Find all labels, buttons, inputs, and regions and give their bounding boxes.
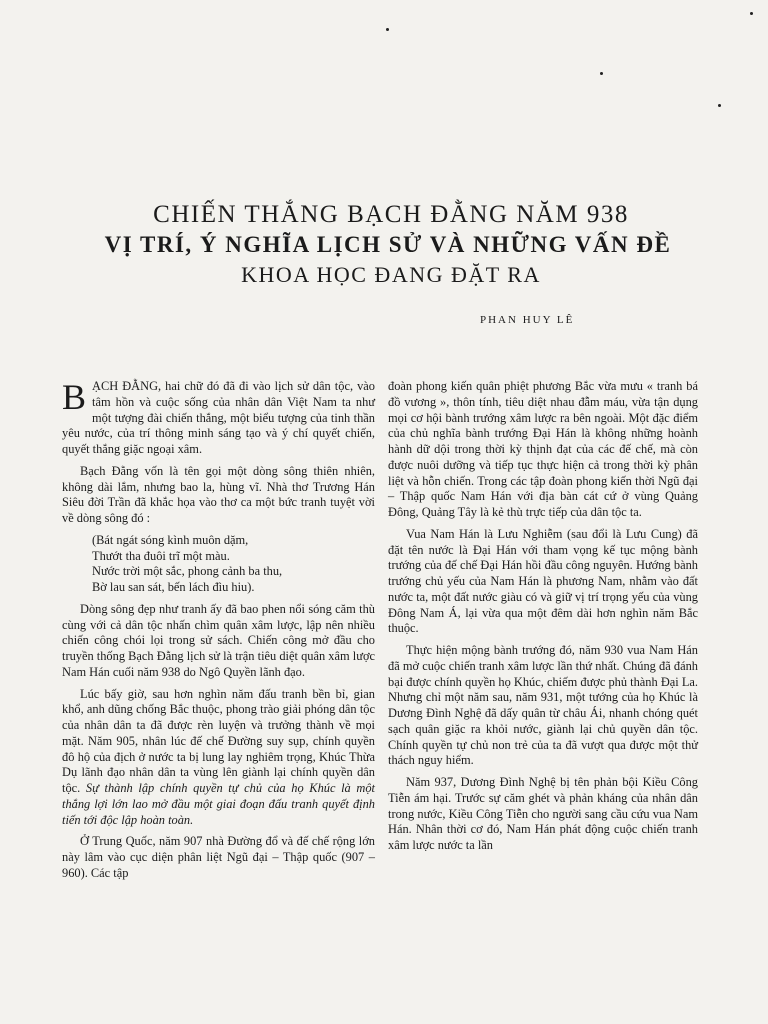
ink-speck <box>386 28 389 31</box>
paragraph: đoàn phong kiến quân phiệt phương Bắc vừa mưu « tranh bá đồ vương », thôn tính, tiêu diệt nhau đẫm máu, vừa tận dụng mọi cơ hội bành trướng xâm lược ra bên ngoài. Một đặc điểm của chủ nghĩa bành trướng Đại Hán là không những hoành hành dữ dội trong thời kỳ thịnh đạt của các đế chế, mà còn được nuôi dưỡng và tiếp tục thực hiện cả trong thời kỳ phân liệt và hỗn chiến. Trong các tập đoàn phong kiến thời Ngũ đại – Thập quốc Nam Hán với địa bàn cát cứ ở vùng Quảng Đông, Quảng Tây là kẻ thù trực tiếp của dân tộc ta. <box>388 379 698 519</box>
paragraph <box>62 687 375 829</box>
author-name: PHAN HUY LÊ <box>480 314 575 326</box>
paragraph-text: Lúc bấy giờ, sau hơn nghìn năm đấu tranh bền bỉ, gian khổ, anh dũng chống Bắc thuộc, phong trào giải phóng dân tộc của nhân dân ta đã được rèn luyện và trưởng thành về mọi mặt. Năm 905, nhân lúc đế chế Đường suy sụp, chính quyền đô hộ của địch ở nước ta bị lung lay nghiêm trọng, Khúc Thừa Dụ lãnh đạo nhân dân ta vùng lên giành lại chính quyền dân tộc. <box>62 686 375 795</box>
paragraph: Bạch Đằng vốn là tên gọi một dòng sông thiên nhiên, không dài lắm, nhưng bao la, hùng vĩ. Nhà thơ Trương Hán Siêu đời Trần đã khắc họa vào thơ ca một bức tranh tuyệt vời về dòng sông đó : <box>62 463 375 525</box>
paragraph <box>62 379 375 458</box>
poem-line: Bờ lau san sát, bến lách đìu hiu). <box>92 580 255 594</box>
title-line-3: KHOA HỌC ĐANG ĐẶT RA <box>241 262 541 287</box>
paragraph-text: ẠCH ĐẰNG, hai chữ đó đã đi vào lịch sử dân tộc, vào tâm hồn và cuộc sống của nhân dân Việt Nam ta như một tượng đài chiến thắng, một biểu tượng của tinh thần yêu nước, của trí thông minh sáng tạo và ý chí quyết chiến, quyết thắng giặc ngoại xâm. <box>62 379 375 456</box>
article-title <box>0 200 768 290</box>
emphasized-text: Sự thành lập chính quyền tự chủ của họ Khúc là một thắng lợi lớn lao mở đầu một giai đoạn đấu tranh quyết định tiến tới độc lập hoàn toàn. <box>62 781 375 827</box>
poem-quote <box>92 533 375 596</box>
left-column <box>62 379 375 888</box>
right-column <box>388 379 698 860</box>
title-line-1: CHIẾN THẮNG BẠCH ĐẰNG NĂM 938 <box>153 201 629 228</box>
paragraph: Năm 937, Dương Đình Nghệ bị tên phản bội Kiều Công Tiễn ám hại. Trước sự căm ghét và phản kháng của nhân dân trong nước, Kiều Công Tiễn cho người sang cầu cứu vua Nam Hán. Nhân thời cơ đó, Nam Hán phát động cuộc chiến tranh xâm lược nước ta lần <box>388 775 698 852</box>
poem-line: Nước trời một sắc, phong cảnh ba thu, <box>92 564 283 579</box>
paragraph: Vua Nam Hán là Lưu Nghiễm (sau đổi là Lưu Cung) đã đặt tên nước là Đại Hán với tham vọng kế tục mộng bành trướng của đế chế Đại Hán hồi đầu công nguyên. Hướng bành trướng chủ yếu của Nam Hán là phương Nam, nhằm vào đất nước ta, một đất nước giàu có và giữ vị trí trọng yếu của vùng Đông Nam Á, lại vừa qua một đêm dài hơn nghìn năm Bắc thuộc. <box>388 526 698 636</box>
ink-speck <box>718 104 721 107</box>
paragraph: Ở Trung Quốc, năm 907 nhà Đường đổ và đế chế rộng lớn này lâm vào cục diện phân liệt Ngũ đại – Thập quốc (907 – 960). Các tập <box>62 834 375 880</box>
title-line-2: VỊ TRÍ, Ý NGHĨA LỊCH SỬ VÀ NHỮNG VẤN ĐỀ <box>104 232 672 257</box>
paragraph: Dòng sông đẹp như tranh ấy đã bao phen nổi sóng căm thù cùng với cả dân tộc nhấn chìm quân xâm lược, lập nên nhiều chiến công chói lọi trong sử sách. Chiến công mở đầu cho truyền thống Bạch Đằng lịch sử là trận tiêu diệt quân xâm lược Nam Hán cuối năm 938 do Ngô Quyền lãnh đạo. <box>62 601 375 679</box>
paragraph: Thực hiện mộng bành trướng đó, năm 930 vua Nam Hán đã mở cuộc chiến tranh xâm lược lần thứ nhất. Chúng đã đánh bại được chính quyền họ Khúc, chiếm được phủ thành Đại La. Nhưng chỉ một năm sau, năm 931, một tướng của họ Khúc là Dương Đình Nghệ đã dấy quân từ châu Ái, nhanh chóng quét sạch quân giặc ra khỏi nước, giành lại chủ quyền dân tộc. Chính quyền tự chủ non trẻ của ta đã vượt qua được một thử thách nguy hiểm. <box>388 643 698 768</box>
drop-cap: B <box>62 377 87 417</box>
ink-speck <box>600 72 603 75</box>
poem-line: (Bát ngát sóng kình muôn dặm, <box>92 532 249 547</box>
poem-line: Thướt tha đuôi trĩ một màu. <box>92 548 230 563</box>
ink-speck <box>750 12 753 15</box>
